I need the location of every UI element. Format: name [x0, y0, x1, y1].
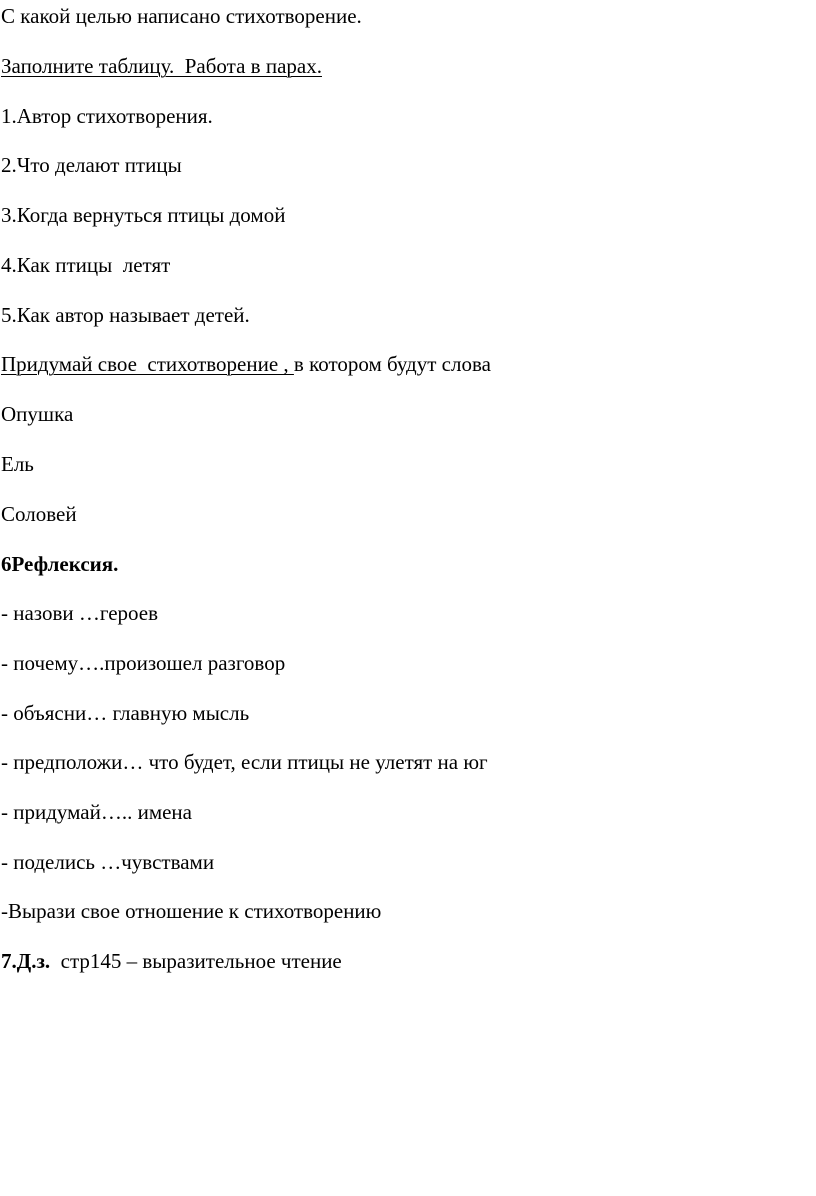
table-item-2: 2.Что делают птицы	[1, 153, 182, 177]
word-1: Опушка	[1, 402, 74, 426]
purpose-question: С какой целью написано стихотворение.	[1, 4, 362, 28]
reflection-item: - поделись …чувствами	[1, 850, 215, 874]
reflection-item: -Вырази свое отношение к стихотворению	[1, 899, 382, 923]
table-task-heading: Заполните таблицу. Работа в парах.	[1, 54, 322, 78]
reflection-heading: 6Рефлексия.	[1, 552, 119, 576]
homework-line	[1, 948, 342, 974]
reflection-item: - почему….произошел разговор	[1, 651, 286, 675]
table-item-3: 3.Когда вернуться птицы домой	[1, 203, 286, 227]
poem-task-underlined: Придумай свое стихотворение ,	[1, 352, 294, 376]
reflection-item: - предположи… что будет, если птицы не улетят на юг	[1, 750, 488, 774]
word-3: Соловей	[1, 502, 77, 526]
reflection-item: - назови …героев	[1, 601, 159, 625]
poem-task-rest: в котором будут слова	[293, 352, 491, 376]
poem-task	[1, 351, 491, 377]
table-item-1: 1.Автор стихотворения.	[1, 104, 213, 128]
reflection-item: - объясни… главную мысль	[1, 701, 250, 725]
reflection-item: - придумай….. имена	[1, 800, 192, 824]
table-item-4: 4.Как птицы летят	[1, 253, 171, 277]
homework-text: стр145 – выразительное чтение	[50, 949, 342, 973]
homework-label: 7.Д.з.	[1, 949, 51, 973]
word-2: Ель	[1, 452, 34, 476]
table-item-5: 5.Как автор называет детей.	[1, 303, 250, 327]
